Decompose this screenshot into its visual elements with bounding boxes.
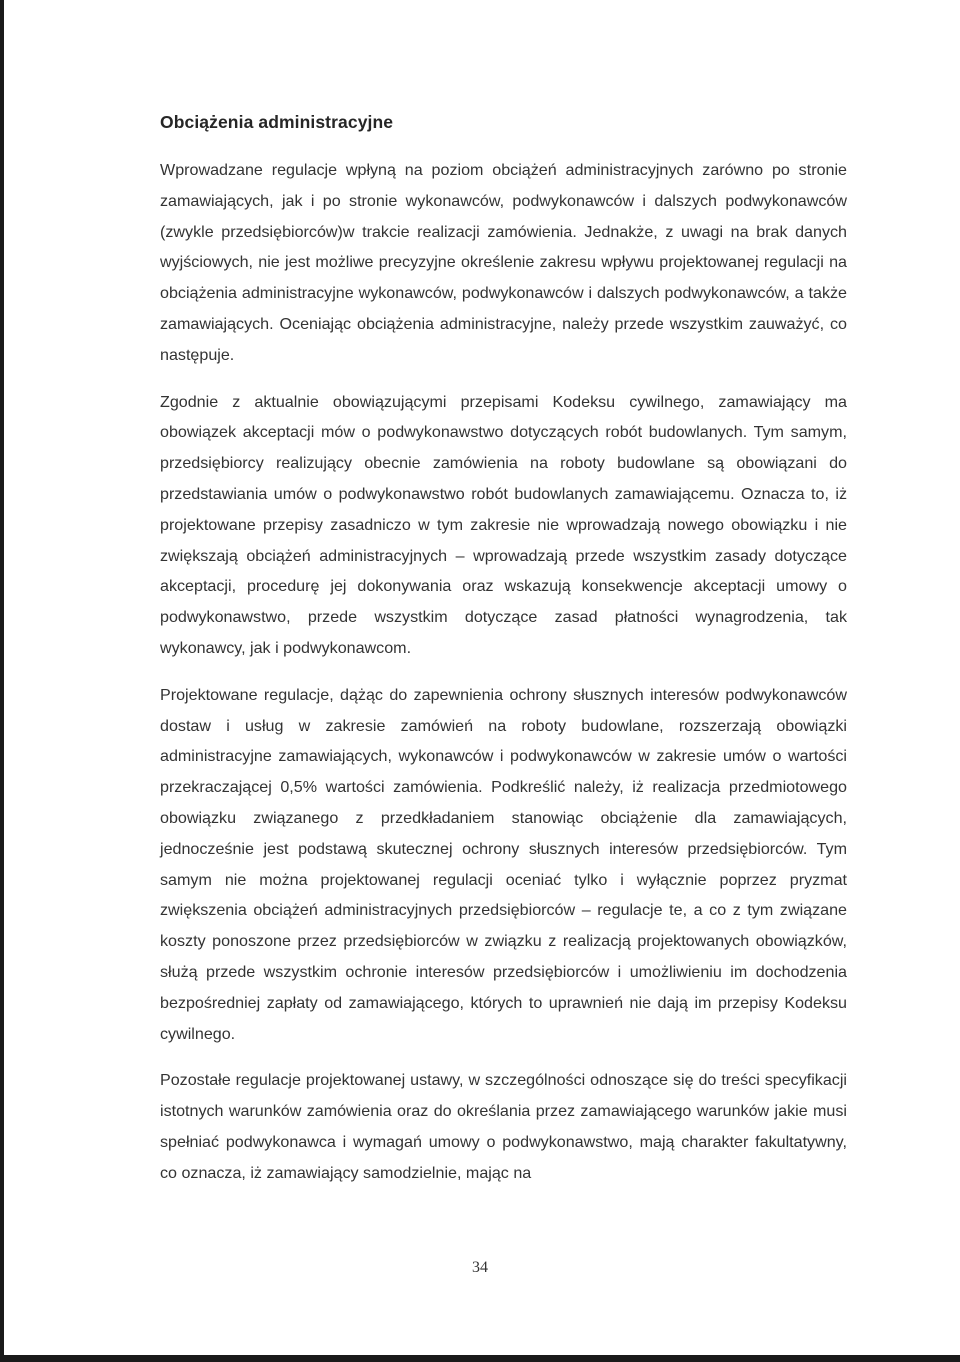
page-number: 34 [472,1259,488,1276]
paragraph-3: Projektowane regulacje, dążąc do zapewnienia ochrony słusznych interesów podwykonawców dostaw i usług w zakresie zamówień na roboty budowlane, rozszerzają obowiązki administracyjne zamawiających, wykonawców i podwykonawców w zakresie umów o wartości przekraczającej 0,5% wartości zamówienia. Podkreślić należy, iż realizacja przedmiotowego obowiązku związanego z przedkładaniem stanowiąc obciążenie dla zamawiających, jednocześnie jest podstawą skutecznej ochrony słusznych interesów przedsiębiorców. Tym samym nie można projektowanej regulacji oceniać tylko i wyłącznie poprzez pryzmat zwiększenia obciążeń administracyjnych przedsiębiorców – regulacje te, a co z tym związane koszty ponoszone przez przedsiębiorców w związku z realizacją projektowanych obowiązków, służą przede wszystkim ochronie interesów przedsiębiorców i umożliwieniu im dochodzenia bezpośredniej zapłaty od zamawiającego, których to uprawnień nie dają im przepisy Kodeksu cywilnego. [160,685,847,1043]
document-body [160,112,847,1205]
scan-border-left [0,0,4,1362]
paragraph-2: Zgodnie z aktualnie obowiązującymi przepisami Kodeksu cywilnego, zamawiający ma obowiązek akceptacji mów o podwykonawstwo dotyczących robót budowlanych. Tym samym, przedsiębiorcy realizujący obecnie zamówienia na roboty budowlane są obowiązani do przedstawiania umów o podwykonawstwo robót budowlanych zamawiającemu. Oznacza to, iż projektowane przepisy zasadniczo w tym zakresie nie wprowadzają nowego obowiązku i nie zwiększają obciążeń administracyjnych – wprowadzają przede wszystkim zasady dotyczące akceptacji, procedurę jej dokonywania oraz wskazują konsekwencje akceptacji umowy o podwykonawstwo, przede wszystkim dotyczące zasad płatności wynagrodzenia, tak wykonawcy, jak i podwykonawcom. [160,392,847,657]
section-heading: Obciążenia administracyjne [160,112,394,132]
paragraph-1: Wprowadzane regulacje wpłyną na poziom obciążeń administracyjnych zarówno po stronie zamawiających, jak i po stronie wykonawców, podwykonawców i dalszych podwykonawców (zwykle przedsiębiorców)w trakcie realizacji zamówienia. Jednakże, z uwagi na brak danych wyjściowych, nie jest możliwe precyzyjne określenie zakresu wpływu projektowanej regulacji na obciążenia administracyjne wykonawców, podwykonawców i dalszych podwykonawców, a także zamawiających. Oceniając obciążenia administracyjne, należy przede wszystkim zauważyć, co następuje. [160,161,847,364]
paragraph-4: Pozostałe regulacje projektowanej ustawy, w szczególności odnoszące się do treści specyfikacji istotnych warunków zamówienia oraz do określania przez zamawiającego warunków jakie musi spełniać podwykonawca i wymagań umowy o podwykonawstwo, mają charakter fakultatywny, co oznacza, iż zamawiający samodzielnie, mając na [160,1071,847,1182]
scan-border-bottom [0,1355,960,1362]
